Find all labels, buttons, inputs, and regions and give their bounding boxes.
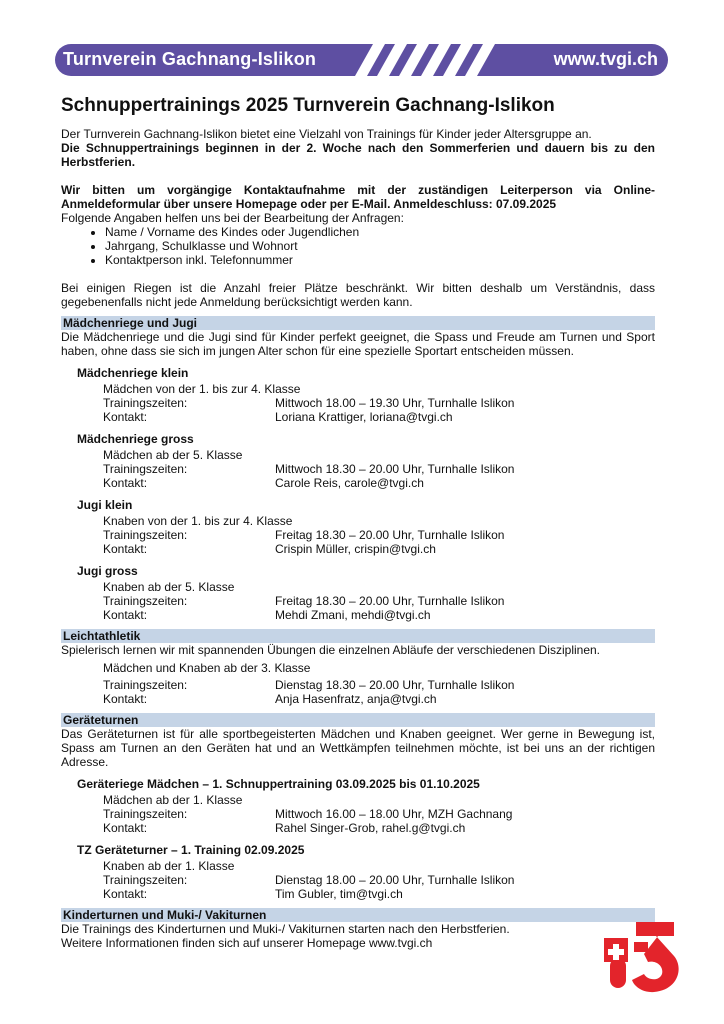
- group-audience: Knaben ab der 5. Klasse: [103, 580, 235, 594]
- group-audience: Mädchen von der 1. bis zur 4. Klasse: [103, 382, 301, 396]
- list-item: • Name / Vorname des Kindes oder Jugendlichen: [105, 225, 655, 239]
- group-details: [103, 859, 655, 901]
- group-audience: Mädchen ab der 5. Klasse: [103, 448, 243, 462]
- contact-value: Anja Hasenfratz, anja@tvgi.ch: [275, 692, 437, 706]
- contact-value: Tim Gubler, tim@tvgi.ch: [275, 887, 403, 901]
- contact-label: Kontakt:: [103, 887, 148, 901]
- times-label: Trainingszeiten:: [103, 528, 188, 542]
- section-description: Die Trainings des Kinderturnen und Muki-/ Vakiturnen starten nach den Herbstferien.: [61, 922, 510, 936]
- group-heading: Mädchenriege gross: [77, 432, 194, 446]
- group-details: [103, 661, 655, 706]
- group-heading: Jugi gross: [77, 564, 138, 578]
- times-value: Mittwoch 16.00 – 18.00 Uhr, MZH Gachnang: [275, 807, 513, 821]
- section-description: Die Mädchenriege und die Jugi sind für Kinder perfekt geeignet, die Spass und Freude am Turnen und Sport haben, ohne dass sie sich im jungen Alter schon für eine spezielle Sportart entscheiden müssen.: [61, 330, 655, 358]
- section-homepage-note: Weitere Informationen finden sich auf unserer Homepage www.tvgi.ch: [61, 936, 433, 950]
- group-heading: Geräteriege Mädchen – 1. Schnuppertraining 03.09.2025 bis 01.10.2025: [77, 777, 480, 791]
- group-details: [103, 580, 655, 622]
- times-value: Dienstag 18.00 – 20.00 Uhr, Turnhalle Islikon: [275, 873, 515, 887]
- times-label: Trainingszeiten:: [103, 594, 188, 608]
- times-value: Dienstag 18.30 – 20.00 Uhr, Turnhalle Islikon: [275, 678, 515, 692]
- contact-label: Kontakt:: [103, 476, 148, 490]
- intro-text: Der Turnverein Gachnang-Islikon bietet eine Vielzahl von Trainings für Kinder jeder Altersgruppe an.: [61, 127, 592, 141]
- intro-bold-contact: Wir bitten um vorgängige Kontaktaufnahme mit der zuständigen Leiterperson via Online-Anmeldeformular über unsere Homepage oder per E-Mail. Anmeldeschluss: 07.09.2025: [61, 183, 655, 211]
- times-value: Mittwoch 18.00 – 19.30 Uhr, Turnhalle Islikon: [275, 396, 515, 410]
- times-label: Trainingszeiten:: [103, 807, 188, 821]
- group-heading: Jugi klein: [77, 498, 133, 512]
- group-audience: Mädchen und Knaben ab der 3. Klasse: [103, 661, 311, 675]
- contact-label: Kontakt:: [103, 608, 148, 622]
- intro-info-lead: Folgende Angaben helfen uns bei der Bearbeitung der Anfragen:: [61, 211, 404, 225]
- group-details: [103, 793, 655, 835]
- times-value: Mittwoch 18.30 – 20.00 Uhr, Turnhalle Islikon: [275, 462, 515, 476]
- club-url[interactable]: www.tvgi.ch: [553, 49, 658, 69]
- times-label: Trainingszeiten:: [103, 462, 188, 476]
- document-body: [61, 95, 655, 950]
- club-name: Turnverein Gachnang-Islikon: [63, 49, 317, 69]
- stv-logo-icon: [604, 920, 680, 996]
- section-heading: Mädchenriege und Jugi: [61, 316, 655, 330]
- intro-bold-start: Die Schnuppertrainings beginnen in der 2. Woche nach den Sommerferien und dauern bis zu den Herbstferien.: [61, 141, 655, 169]
- contact-label: Kontakt:: [103, 410, 148, 424]
- group-details: [103, 514, 655, 556]
- times-label: Trainingszeiten:: [103, 873, 188, 887]
- group-heading: Mädchenriege klein: [77, 366, 189, 380]
- contact-label: Kontakt:: [103, 692, 148, 706]
- header-banner: [55, 44, 668, 76]
- times-label: Trainingszeiten:: [103, 678, 188, 692]
- group-heading: TZ Geräteturner – 1. Training 02.09.2025: [77, 843, 305, 857]
- group-details: [103, 382, 655, 424]
- intro-limit-note: Bei einigen Riegen ist die Anzahl freier Plätze beschränkt. Wir bitten deshalb um Verständnis, dass gegebenenfalls nicht jede Anmeldung berücksichtigt werden kann.: [61, 281, 655, 309]
- times-value: Freitag 18.30 – 20.00 Uhr, Turnhalle Islikon: [275, 594, 505, 608]
- contact-value: Loriana Krattiger, loriana@tvgi.ch: [275, 410, 453, 424]
- list-item: • Jahrgang, Schulklasse und Wohnort: [105, 239, 655, 253]
- section-heading: Kinderturnen und Muki-/ Vakiturnen: [61, 908, 655, 922]
- times-value: Freitag 18.30 – 20.00 Uhr, Turnhalle Islikon: [275, 528, 505, 542]
- contact-label: Kontakt:: [103, 821, 148, 835]
- group-details: [103, 448, 655, 490]
- page-title: Schnuppertrainings 2025 Turnverein Gachnang-Islikon: [61, 95, 555, 116]
- contact-label: Kontakt:: [103, 542, 148, 556]
- list-item: • Kontaktperson inkl. Telefonnummer: [105, 253, 655, 267]
- contact-value: Rahel Singer-Grob, rahel.g@tvgi.ch: [275, 821, 466, 835]
- times-label: Trainingszeiten:: [103, 396, 188, 410]
- group-audience: Knaben von der 1. bis zur 4. Klasse: [103, 514, 293, 528]
- group-audience: Mädchen ab der 1. Klasse: [103, 793, 243, 807]
- section-description: Spielerisch lernen wir mit spannenden Übungen die einzelnen Abläufe der verschiedenen Disziplinen.: [61, 643, 601, 657]
- section-description: Das Geräteturnen ist für alle sportbegeisterten Mädchen und Knaben geeignet. Wer gerne in Bewegung ist, Spass am Turnen an den Geräten hat und an Wettkämpfen teilnehmen möchte, ist bei uns an der richtigen Adresse.: [61, 727, 655, 769]
- contact-value: Mehdi Zmani, mehdi@tvgi.ch: [275, 608, 431, 622]
- contact-value: Crispin Müller, crispin@tvgi.ch: [275, 542, 436, 556]
- info-list: [61, 225, 655, 267]
- contact-value: Carole Reis, carole@tvgi.ch: [275, 476, 424, 490]
- section-heading: Geräteturnen: [61, 713, 655, 727]
- section-heading: Leichtathletik: [61, 629, 655, 643]
- group-audience: Knaben ab der 1. Klasse: [103, 859, 235, 873]
